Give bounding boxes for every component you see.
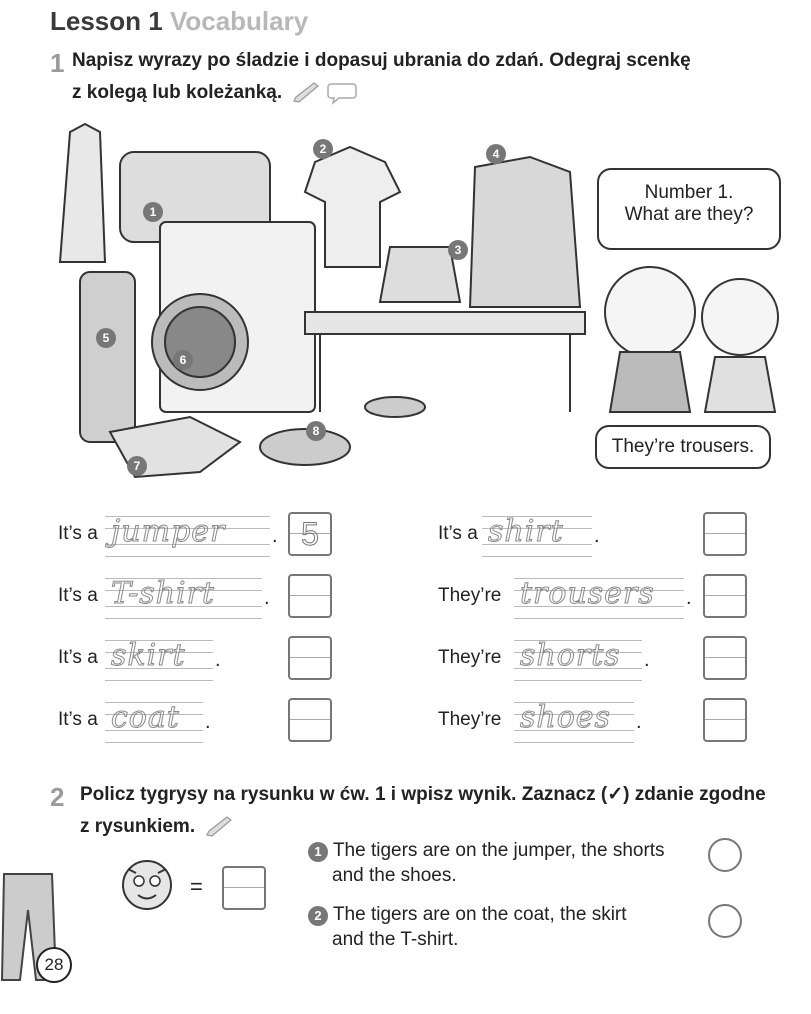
tiger-icon: [118, 855, 176, 913]
guide-line: [105, 618, 262, 619]
answer-box[interactable]: [288, 636, 332, 680]
tiger-count-box[interactable]: [222, 866, 266, 910]
trace-word-field[interactable]: [105, 510, 270, 560]
sentence-prefix: They’re: [438, 585, 502, 606]
trace-word: shoes: [520, 700, 611, 735]
sentence-prefix: They’re: [438, 709, 502, 730]
answer-box[interactable]: [703, 636, 747, 680]
full-stop: .: [686, 587, 692, 609]
trace-word-field[interactable]: [514, 696, 634, 746]
exercise-1-number: 1: [50, 48, 65, 78]
scene-number-6: 6: [179, 353, 187, 367]
speech-bubble-bottom: [595, 425, 771, 469]
box-midline: [290, 595, 330, 596]
scene-number-1: 1: [149, 205, 157, 219]
full-stop: .: [215, 649, 221, 671]
guide-line: [482, 556, 592, 557]
speech-bubble-top-line1: Number 1.: [644, 182, 734, 203]
lesson-title: [50, 6, 308, 37]
answer-box[interactable]: [288, 512, 332, 556]
lesson-number: Lesson 1: [50, 6, 163, 36]
tracing-row: [58, 696, 348, 746]
full-stop: .: [264, 587, 270, 609]
guide-line: [514, 680, 642, 681]
trace-word: skirt: [111, 638, 186, 673]
scene-number-8: 8: [312, 424, 320, 438]
tracing-row: [438, 634, 748, 684]
answer-box[interactable]: [703, 512, 747, 556]
speech-bubble-top: [597, 168, 781, 250]
answer-box[interactable]: [703, 574, 747, 618]
statement-1-number: 1: [308, 842, 328, 862]
sentence-prefix: It’s a: [438, 523, 478, 544]
box-midline: [290, 657, 330, 658]
statement-2-line1: The tigers are on the coat, the skirt: [332, 904, 627, 925]
pencil-icon: [204, 816, 234, 838]
full-stop: .: [205, 711, 211, 733]
statement-2-check-circle[interactable]: [708, 904, 742, 938]
exercise-2-number: 2: [50, 782, 65, 812]
tracing-row: [438, 510, 748, 560]
tracing-row: [58, 634, 348, 684]
box-midline: [290, 719, 330, 720]
sentence-prefix: It’s a: [58, 647, 98, 668]
trace-word: trousers: [520, 576, 655, 611]
sentence-prefix: It’s a: [58, 523, 98, 544]
answer-box[interactable]: [703, 698, 747, 742]
answer-value: 5: [301, 516, 319, 552]
sentence-prefix: They’re: [438, 647, 502, 668]
scene-number-7: 7: [133, 459, 141, 473]
guide-line: [514, 742, 634, 743]
statement-2: [308, 902, 627, 952]
exercise-2-instruction-line1: Policz tygrysy na rysunku w ćw. 1 i wpisz wynik. Zaznacz (✓) zdanie zgodne: [80, 784, 766, 805]
guide-line: [105, 742, 203, 743]
box-midline: [705, 719, 745, 720]
trace-word-field[interactable]: [514, 634, 642, 684]
sentence-prefix: It’s a: [58, 709, 98, 730]
full-stop: .: [636, 711, 642, 733]
tracing-row: [438, 696, 748, 746]
full-stop: .: [644, 649, 650, 671]
equals-sign: =: [190, 874, 203, 899]
lesson-topic: Vocabulary: [169, 6, 309, 36]
exercise-1-instruction-line2: [72, 78, 357, 108]
statement-1-line1: The tigers are on the jumper, the shorts: [332, 840, 665, 861]
trace-word-field[interactable]: [105, 572, 262, 622]
guide-line: [514, 618, 684, 619]
page-number: 28: [36, 947, 72, 983]
statement-1-line2: and the shoes.: [332, 865, 457, 886]
tracing-row: [438, 572, 748, 622]
pencil-icon: [291, 82, 321, 104]
box-midline: [705, 657, 745, 658]
trace-word: T-shirt: [111, 576, 215, 611]
answer-box[interactable]: [288, 698, 332, 742]
trace-word: coat: [111, 700, 180, 735]
scene-number-3: 3: [454, 243, 462, 257]
speech-bubble-icon: [327, 81, 357, 105]
trace-word: jumper: [111, 514, 226, 549]
trace-word: shorts: [520, 638, 621, 673]
scene-number-4: 4: [492, 147, 500, 161]
speech-bubble-top-line2: What are they?: [624, 204, 754, 225]
guide-line: [105, 556, 270, 557]
answer-box[interactable]: [288, 574, 332, 618]
tracing-row: [58, 572, 348, 622]
exercise-1-instruction-line1: Napisz wyrazy po śladzie i dopasuj ubrania do zdań. Odegraj scenkę: [72, 50, 691, 71]
statement-2-number: 2: [308, 906, 328, 926]
tracing-row: [58, 510, 348, 560]
speech-bubble-bottom-text: They’re trousers.: [611, 436, 755, 457]
trace-word-field[interactable]: [514, 572, 684, 622]
guide-line: [105, 680, 213, 681]
exercise-2-instruction-line2: [80, 812, 234, 842]
box-midline: [705, 533, 745, 534]
full-stop: .: [594, 525, 600, 547]
exercise-2-instruction-text: z rysunkiem.: [80, 816, 196, 837]
sentence-prefix: It’s a: [58, 585, 98, 606]
statement-1-check-circle[interactable]: [708, 838, 742, 872]
trace-word-field[interactable]: [105, 696, 203, 746]
trace-word-field[interactable]: [105, 634, 213, 684]
trace-word: shirt: [488, 514, 564, 549]
scene-number-5: 5: [102, 331, 110, 345]
trace-word-field[interactable]: [482, 510, 592, 560]
box-midline: [705, 595, 745, 596]
full-stop: .: [272, 525, 278, 547]
exercise-1-instruction-text: z kolegą lub koleżanką.: [72, 82, 283, 103]
statement-2-line2: and the T-shirt.: [332, 929, 459, 950]
scene-number-2: 2: [319, 142, 327, 156]
statement-1: [308, 838, 665, 888]
